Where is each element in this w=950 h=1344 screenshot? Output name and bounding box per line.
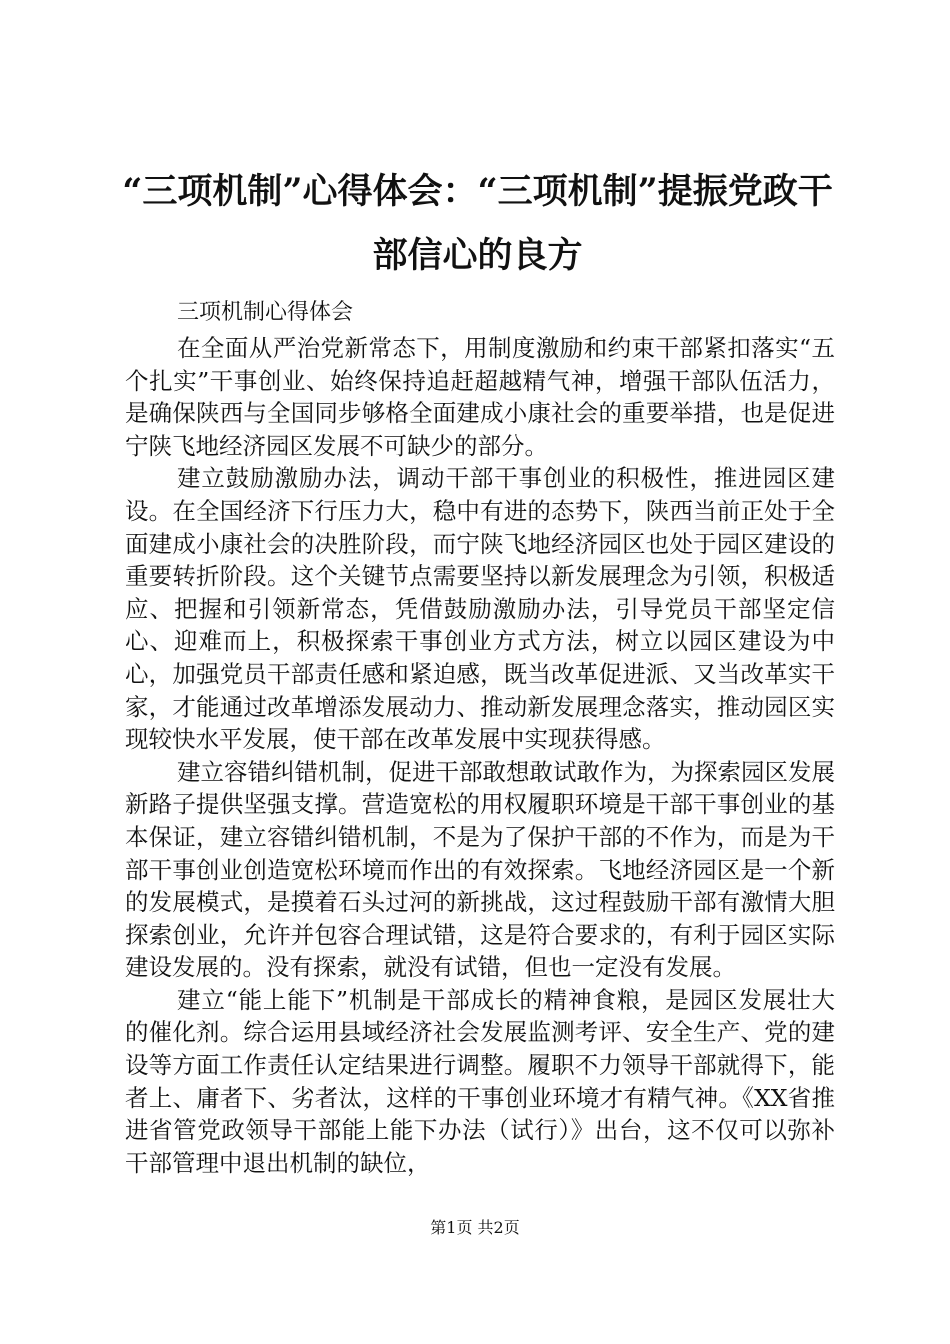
document-subtitle: 三项机制心得体会 — [177, 300, 354, 325]
document-body — [125, 294, 835, 1179]
body-paragraph-3: 建立容错纠错机制，促进干部敢想敢试敢作为，为探索园区发展新路子提供坚强支撑。营造宽松的用权履职环境是干部干事创业的基本保证，建立容错纠错机制，不是为了保护干部的不作为，而是为干部干事创业创造宽松环境而作出的有效探索。飞地经济园区是一个新的发展模式，是摸着石头过河的新挑战，这过程鼓励干部有激情大胆探索创业，允许并包容合理试错，这是符合要求的，有利于园区实际建设发展的。没有探索，就没有试错，但也一定没有发展。 — [125, 757, 835, 982]
body-paragraph-2: 建立鼓励激励办法，调动干部干事创业的积极性，推进园区建设。在全国经济下行压力大，稳中有进的态势下，陕西当前正处于全面建成小康社会的决胜阶段，而宁陕飞地经济园区也处于园区建设的重要转折阶段。这个关键节点需要坚持以新发展理念为引领，积极适应、把握和引领新常态，凭借鼓励激励办法，引导党员干部坚定信心、迎难而上，积极探索干事创业方式方法，树立以园区建设为中心，加强党员干部责任感和紧迫感，既当改革促进派、又当改革实干家，才能通过改革增添发展动力、推动新发展理念落实，推动园区实现较快水平发展，使干部在改革发展中实现获得感。 — [125, 464, 835, 754]
body-paragraph-1: 在全面从严治党新常态下，用制度激励和约束干部紧扣落实“五个扎实”干事创业、始终保持追赶超越精气神，增强干部队伍活力，是确保陕西与全国同步够格全面建成小康社会的重要举措，也是促进宁陕飞地经济园区发展不可缺少的部分。 — [125, 334, 835, 460]
document-title: “三项机制”心得体会：“三项机制”提振党政干部信心的良方 — [122, 171, 833, 276]
body-paragraph-4: 建立“能上能下”机制是干部成长的精神食粮，是园区发展壮大的催化剂。综合运用县域经济社会发展监测考评、安全生产、党的建设等方面工作责任认定结果进行调整。履职不力领导干部就得下，能者上、庸者下、劣者汰，这样的干事创业环境才有精气神。《XX省推进省管党政领导干部能上能下办法（试行）》出台，这不仅可以弥补干部管理中退出机制的缺位， — [125, 985, 835, 1177]
page-number-footer: 第1页 共2页 — [430, 1218, 520, 1237]
